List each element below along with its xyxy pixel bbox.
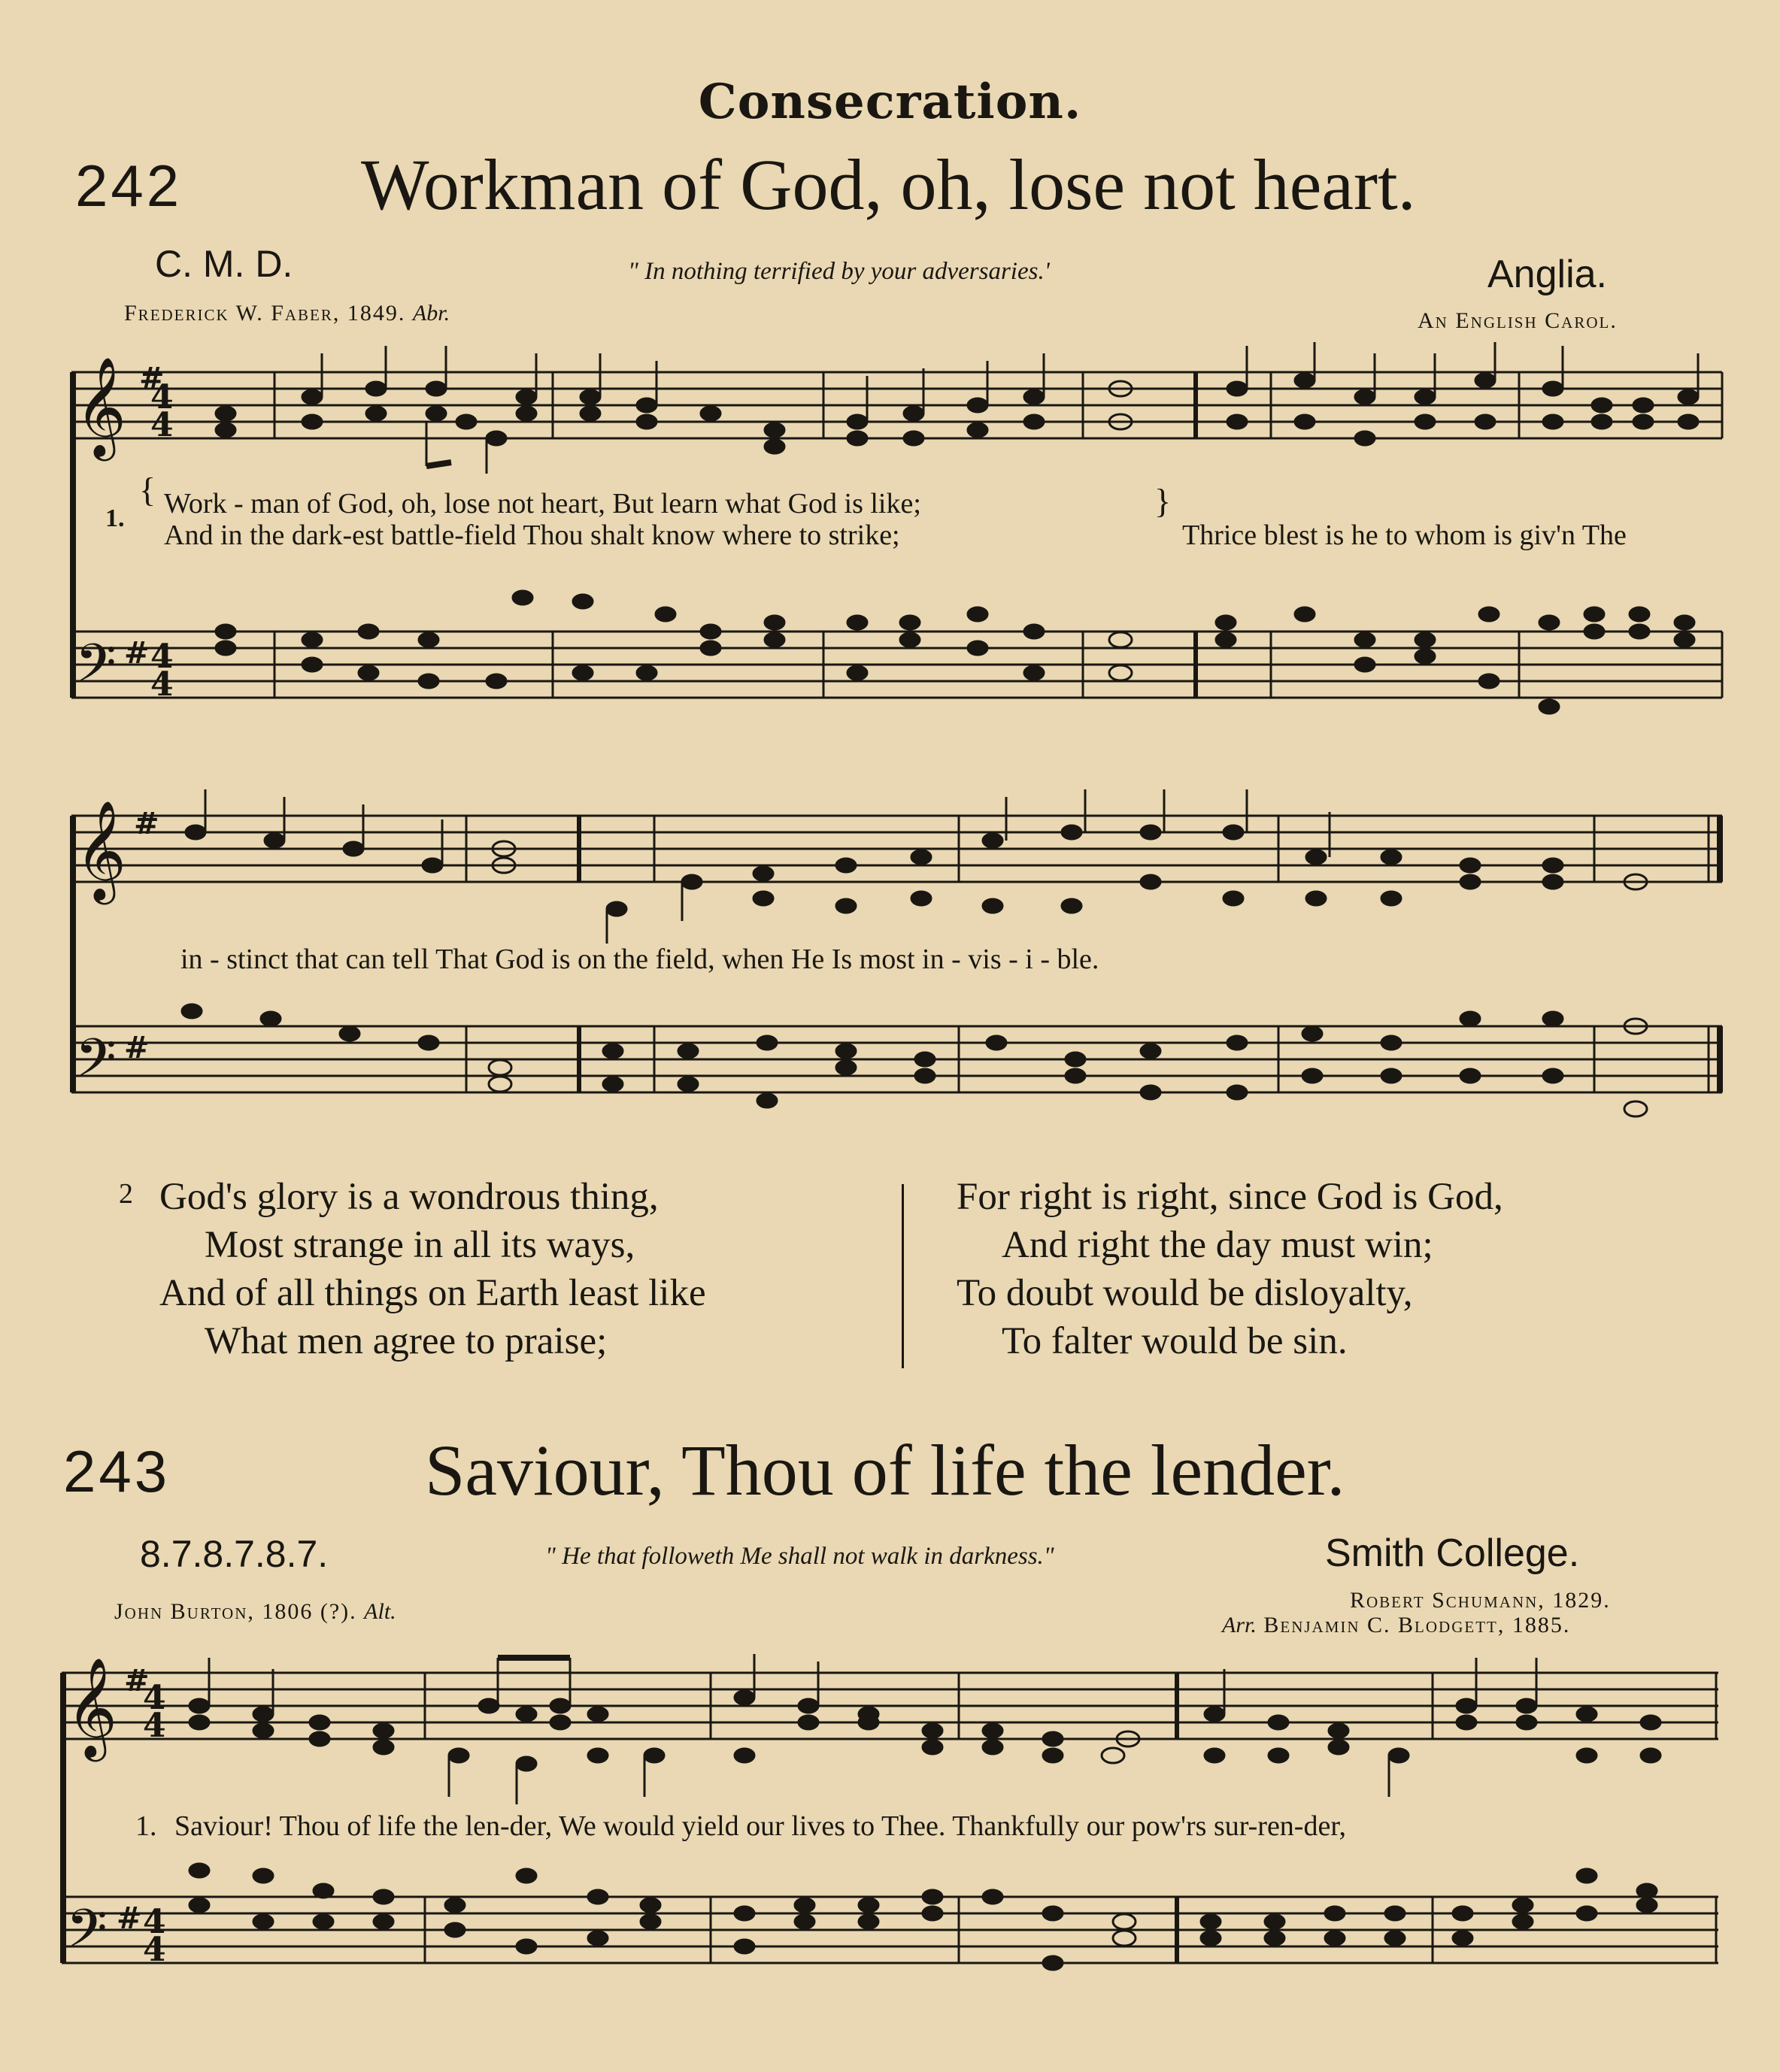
verse-line: To doubt would be disloyalty,	[957, 1272, 1413, 1314]
hymn-242-lyric-line-1b: And in the dark-est battle-field Thou shalt know where to strike;	[164, 520, 900, 551]
hymn-242-verse-number: 1.	[105, 504, 125, 532]
hymn-243-number: 243	[63, 1438, 171, 1504]
svg-text:𝄞: 𝄞	[66, 1657, 117, 1758]
svg-text:4: 4	[150, 406, 174, 444]
hymn-243-author-note: Alt.	[364, 1599, 396, 1624]
hymn-242-meter: C. M. D.	[155, 243, 293, 285]
verse-line: And right the day must win;	[1002, 1224, 1433, 1266]
hymn-242-lyric-line-2: in - stinct that can tell That God is on the field, when He Is most in - vis - i - ble.	[180, 944, 1099, 975]
hymn-242-lyric-line-1a: Work - man of God, oh, lose not heart, But learn what God is like;	[164, 488, 921, 520]
hymn-243-epigraph: " He that followeth Me shall not walk in darkness."	[545, 1543, 1054, 1570]
hymn-242-brace-right: }	[1154, 482, 1172, 520]
svg-text:4: 4	[143, 1679, 166, 1717]
hymn-242-verse-2-left	[159, 1173, 706, 1365]
verse-line: Most strange in all its ways,	[205, 1224, 635, 1266]
svg-text:#: #	[124, 635, 150, 671]
svg-text:#: #	[139, 361, 165, 396]
hymn-243-arranger-label: Arr.	[1222, 1613, 1257, 1637]
hymn-242-verse-2-right	[957, 1173, 1503, 1365]
svg-text:{: {	[139, 471, 156, 509]
svg-text:4: 4	[150, 665, 174, 704]
hymn-243-meter: 8.7.8.7.8.7.	[140, 1533, 329, 1575]
verse-line: For right is right, since God is God,	[957, 1176, 1503, 1218]
hymn-242-author-name: Frederick W. Faber, 1849.	[124, 301, 406, 326]
svg-text:𝄢: 𝄢	[75, 1028, 117, 1102]
hymn-242-author-note: Abr.	[412, 301, 450, 326]
hymn-243-author-name: John Burton, 1806 (?).	[114, 1599, 357, 1624]
svg-text:𝄞: 𝄞	[75, 800, 126, 901]
svg-text:𝄢: 𝄢	[66, 1898, 108, 1973]
hymn-242-verse-2-number: 2	[119, 1178, 133, 1210]
svg-text:4: 4	[143, 1931, 166, 1969]
svg-text:4: 4	[143, 1903, 166, 1941]
svg-text:#: #	[124, 1030, 150, 1065]
verse-line: To falter would be sin.	[1002, 1320, 1348, 1362]
svg-text:4: 4	[150, 378, 174, 417]
svg-text:4: 4	[150, 638, 174, 676]
hymn-242-title: Workman of God, oh, lose not heart.	[361, 144, 1416, 225]
verse-divider	[902, 1184, 904, 1368]
hymn-242-composer: An English Carol.	[1418, 308, 1618, 333]
hymn-243-author	[114, 1599, 396, 1625]
verse-line: What men agree to praise;	[205, 1320, 608, 1362]
hymn-242-lyric-line-1c: Thrice blest is he to whom is giv'n The	[1182, 520, 1627, 551]
svg-text:4: 4	[143, 1707, 166, 1745]
hymn-243-arranger-name: Benjamin C. Blodgett, 1885.	[1263, 1613, 1571, 1637]
section-title: Consecration.	[698, 74, 1082, 130]
hymn-243-arranger	[1222, 1613, 1570, 1638]
svg-text:#: #	[117, 1901, 142, 1936]
verse-line: And of all things on Earth least like	[159, 1272, 706, 1314]
hymn-242-author	[124, 301, 450, 326]
hymn-243-lyric-line-1: Saviour! Thou of life the len-der, We would yield our lives to Thee. Thankfully our pow'rs sur-ren-der,	[174, 1810, 1346, 1842]
hymn-243-title: Saviour, Thou of life the lender.	[425, 1430, 1345, 1510]
hymn-243-verse-number: 1.	[135, 1810, 157, 1842]
hymn-242-tune-name: Anglia.	[1487, 253, 1607, 296]
svg-text:#: #	[134, 806, 159, 841]
svg-text:#: #	[124, 1663, 150, 1698]
svg-text:𝄢: 𝄢	[75, 633, 117, 707]
hymn-242-number: 242	[75, 153, 183, 219]
hymn-243-tune-name: Smith College.	[1325, 1531, 1580, 1575]
hymn-242-epigraph: " In nothing terrified by your adversaries.'	[628, 258, 1050, 285]
verse-line: God's glory is a wondrous thing,	[159, 1176, 659, 1218]
hymn-243-composer: Robert Schumann, 1829.	[1350, 1588, 1611, 1613]
svg-text:𝄞: 𝄞	[75, 356, 126, 457]
